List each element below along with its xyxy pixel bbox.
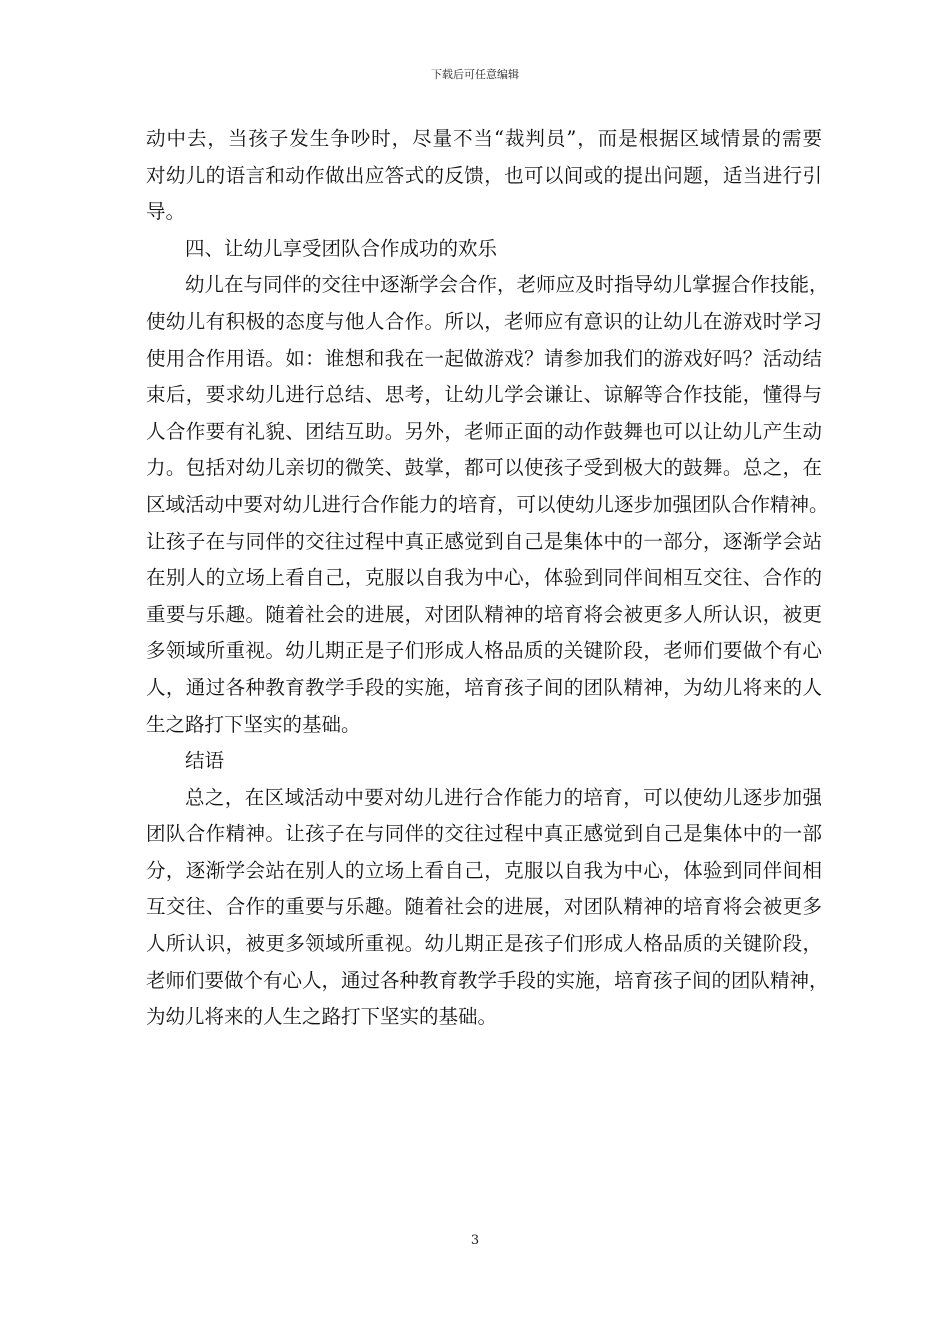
text-line: 束后，要求幼儿进行总结、思考，让幼儿学会谦让、谅解等合作技能，懂得与 — [146, 383, 822, 407]
section-heading-text: 四、让幼儿享受团队合作成功的欢乐 — [185, 236, 498, 260]
text-line: 区域活动中要对幼儿进行合作能力的培育，可以使幼儿逐步加强团队合作精神。 — [146, 492, 829, 516]
text-line: 团队合作精神。让孩子在与同伴的交往过程中真正感觉到自己是集体中的一部 — [146, 822, 822, 846]
text-line: 互交往、合作的重要与乐趣。随着社会的进展，对团队精神的培育将会被更多 — [146, 895, 822, 919]
text-line: 人，通过各种教育教学手段的实施，培育孩子间的团队精神，为幼儿将来的人 — [146, 675, 822, 699]
page-number: 3 — [470, 1233, 480, 1248]
text-line: 动中去，当孩子发生争吵时，尽量不当“裁判员”，而是根据区域情景的需要 — [146, 127, 822, 150]
text-line: 为幼儿将来的人生之路打下坚实的基础。 — [146, 1005, 498, 1029]
text-line: 力。包括对幼儿亲切的微笑、鼓掌，都可以使孩子受到极大的鼓舞。总之，在 — [146, 456, 822, 480]
section-heading — [146, 231, 822, 268]
text-line: 使用合作用语。如：谁想和我在一起做游戏？请参加我们的游戏好吗？活动结 — [146, 346, 822, 370]
text-line: 人合作要有礼貌、团结互助。另外，老师正面的动作鼓舞也可以让幼儿产生动 — [146, 419, 822, 443]
text-line: 对幼儿的语言和动作做出应答式的反馈，也可以间或的提出问题，适当进行引 — [146, 163, 822, 187]
text-line: 让孩子在与同伴的交往过程中真正感觉到自己是集体中的一部分，逐渐学会站 — [146, 529, 822, 553]
paragraph-conclusion — [146, 780, 829, 1036]
paragraph-teamwork — [146, 267, 829, 743]
text-line: 多领域所重视。幼儿期正是子们形成人格品质的关键阶段，老师们要做个有心 — [146, 639, 822, 663]
text-line: 生之路打下坚实的基础。 — [146, 712, 361, 736]
conclusion-heading — [146, 743, 822, 780]
paragraph-continued — [146, 121, 822, 231]
conclusion-heading-text: 结语 — [185, 749, 225, 773]
text-line: 幼儿在与同伴的交往中逐渐学会合作，老师应及时指导幼儿掌握合作技能， — [185, 273, 829, 297]
text-line: 重要与乐趣。随着社会的进展，对团队精神的培育将会被更多人所认识，被更 — [146, 602, 822, 626]
text-line: 分，逐渐学会站在别人的立场上看自己，克服以自我为中心，体验到同伴间相 — [146, 858, 822, 882]
page-header: 下载后可任意编辑 — [431, 68, 519, 81]
text-line: 导。 — [146, 200, 186, 224]
text-line: 人所认识，被更多领域所重视。幼儿期正是孩子们形成人格品质的关键阶段， — [146, 932, 822, 956]
text-line: 使幼儿有积极的态度与他人合作。所以，老师应有意识的让幼儿在游戏时学习 — [146, 309, 822, 333]
text-line: 在别人的立场上看自己，克服以自我为中心，体验到同伴间相互交往、合作的 — [146, 566, 822, 590]
text-line: 总之，在区域活动中要对幼儿进行合作能力的培育，可以使幼儿逐步加强 — [185, 785, 822, 809]
text-line: 老师们要做个有心人，通过各种教育教学手段的实施，培育孩子间的团队精神， — [146, 968, 829, 992]
document-body — [146, 121, 829, 1036]
